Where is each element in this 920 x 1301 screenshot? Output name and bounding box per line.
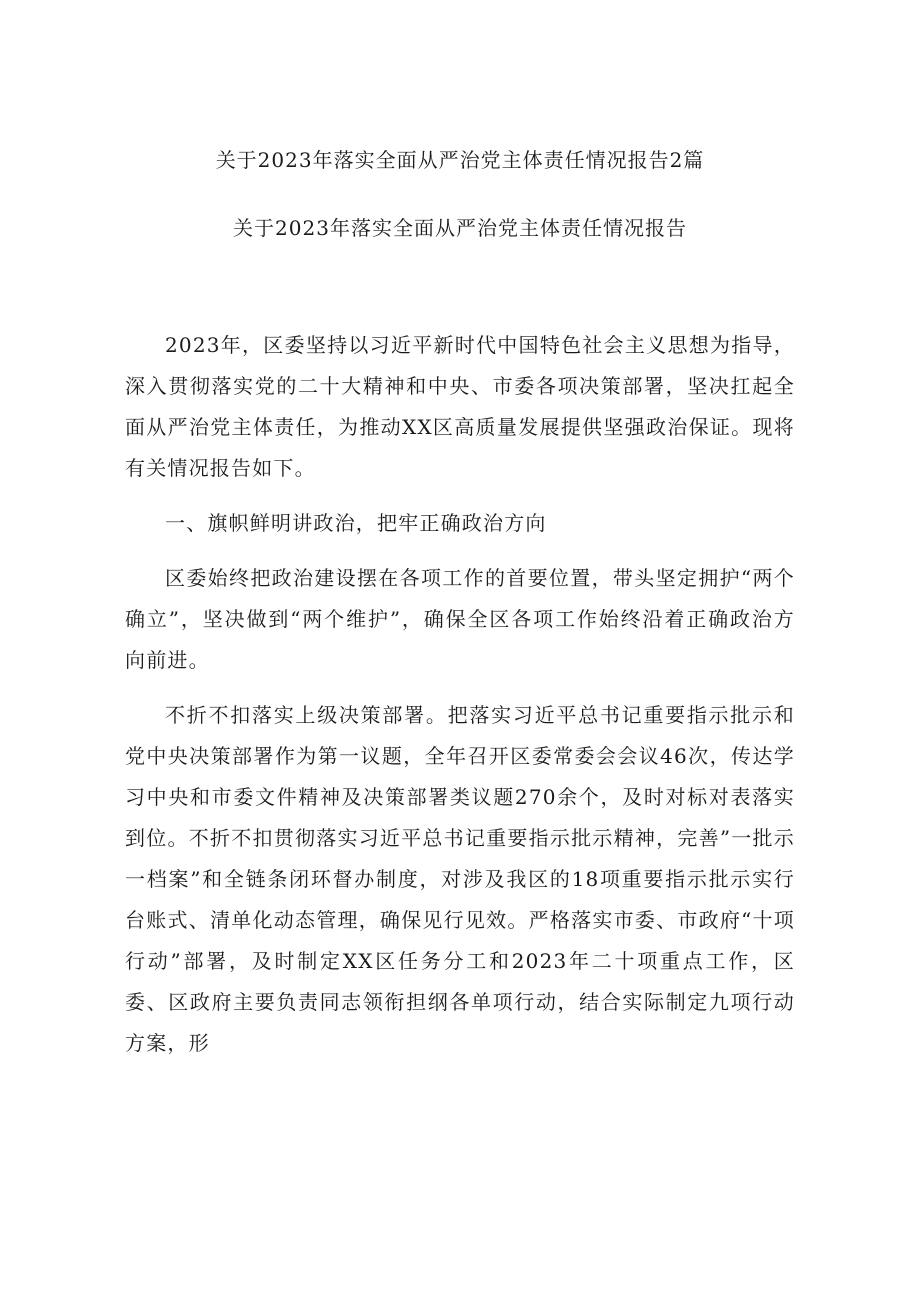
- section-heading: 一、旗帜鲜明讲政治，把牢正确政治方向: [165, 511, 547, 535]
- document-title: 关于2023年落实全面从严治党主体责任情况报告2篇: [215, 148, 705, 172]
- document-subtitle: 关于2023年落实全面从严治党主体责任情况报告: [233, 216, 687, 240]
- document-body: [125, 325, 795, 1078]
- body-paragraph: 不折不扣落实上级决策部署。把落实习近平总书记重要指示批示和党中央决策部署作为第一议题，全年召开区委常委会会议46次，传达学习中央和市委文件精神及决策部署类议题270余个，及时对标对表落实到位。不折不扣贯彻落实习近平总书记重要指示批示精神，完善”一批示一档案”和全链条闭环督办制度，对涉及我区的18项重要指示批示实行台账式、清单化动态管理，确保见行见效。严格落实市委、市政府“十项行动”部署，及时制定XX区任务分工和2023年二十项重点工作，区委、区政府主要负责同志领衔担纲各单项行动，结合实际制定九项行动方案，形: [125, 703, 795, 1055]
- intro-paragraph: 2023年，区委坚持以习近平新时代中国特色社会主义思想为指导，深入贯彻落实党的二十大精神和中央、市委各项决策部署，坚决扛起全面从严治党主体责任，为推动XX区高质量发展提供坚强政治保证。现将有关情况报告如下。: [125, 333, 795, 480]
- body-paragraph: 区委始终把政治建设摆在各项工作的首要位置，带头坚定拥护“两个确立”，坚决做到“两个维护”，确保全区各项工作始终沿着正确政治方向前进。: [125, 566, 795, 672]
